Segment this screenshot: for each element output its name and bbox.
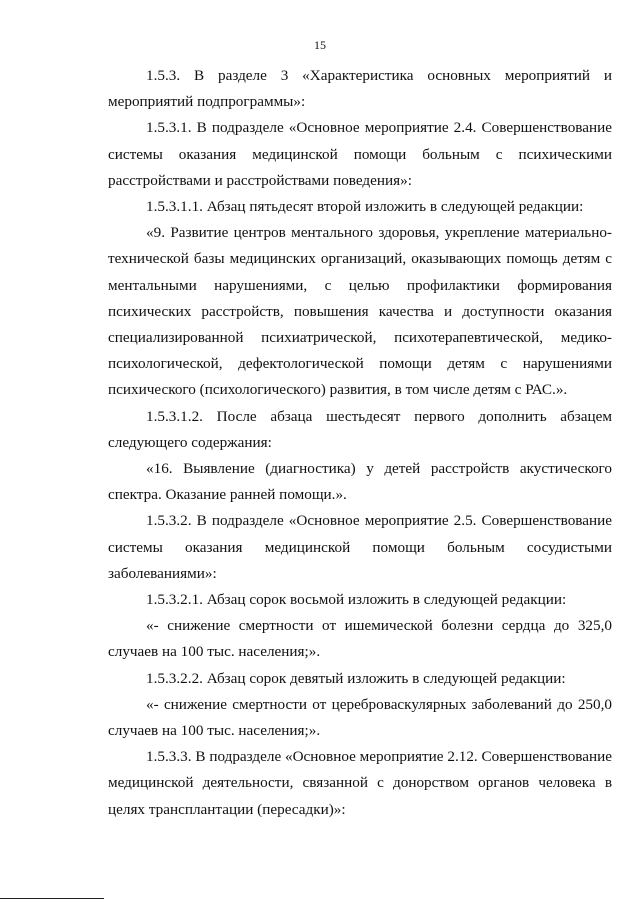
page-number: 15	[314, 38, 326, 52]
paragraph-quote-item-16: «16. Выявление (диагностика) у детей расстройств акустического спектра. Оказание ранней помощи.».	[108, 460, 612, 504]
document-body	[108, 63, 612, 823]
paragraph-quote-heart-mortality: «- снижение смертности от ишемической болезни сердца до 325,0 случаев на 100 тыс. населения;».	[108, 617, 612, 661]
paragraph-item-1-5-3-1-1: 1.5.3.1.1. Абзац пятьдесят второй изложить в следующей редакции:	[146, 198, 584, 216]
paragraph-item-1-5-3-2-1: 1.5.3.2.1. Абзац сорок восьмой изложить в следующей редакции:	[146, 591, 567, 609]
paragraph-subsection-1-5-3-3: 1.5.3.3. В подразделе «Основное мероприятие 2.12. Совершенствование медицинской деятельности, связанной с донорством органов человека в целях трансплантации (пересадки)»:	[108, 748, 612, 818]
paragraph-item-1-5-3-2-2: 1.5.3.2.2. Абзац сорок девятый изложить в следующей редакции:	[146, 669, 566, 687]
footer-divider	[0, 898, 104, 899]
paragraph-subsection-1-5-3-1: 1.5.3.1. В подразделе «Основное мероприятие 2.4. Совершенствование системы оказания медицинской помощи больным с психическими расстройствами и расстройствами поведения»:	[108, 119, 612, 189]
paragraph-quote-item-9: «9. Развитие центров ментального здоровья, укрепление материально-технической базы медицинских организаций, оказывающих помощь детям с ментальными нарушениями, с целью профилактики формирования психических расстройств, повышения качества и доступности оказания специализированной психиатрической, психотерапевтической, медико-психологической, дефектологической помощи детям с нарушениями психического (психологического) развития, в том числе детям с РАС.».	[108, 224, 612, 399]
paragraph-item-1-5-3-1-2: 1.5.3.1.2. После абзаца шестьдесят первого дополнить абзацем следующего содержания:	[108, 407, 612, 451]
paragraph-quote-cerebrovascular-mortality: «- снижение смертности от цереброваскулярных заболеваний до 250,0 случаев на 100 тыс. населения;».	[108, 695, 612, 740]
paragraph-section-1-5-3: 1.5.3. В разделе 3 «Характеристика основных мероприятий и мероприятий подпрограммы»:	[108, 67, 612, 111]
paragraph-subsection-1-5-3-2: 1.5.3.2. В подразделе «Основное мероприятие 2.5. Совершенствование системы оказания медицинской помощи больным сосудистыми заболеваниями»:	[108, 512, 612, 582]
